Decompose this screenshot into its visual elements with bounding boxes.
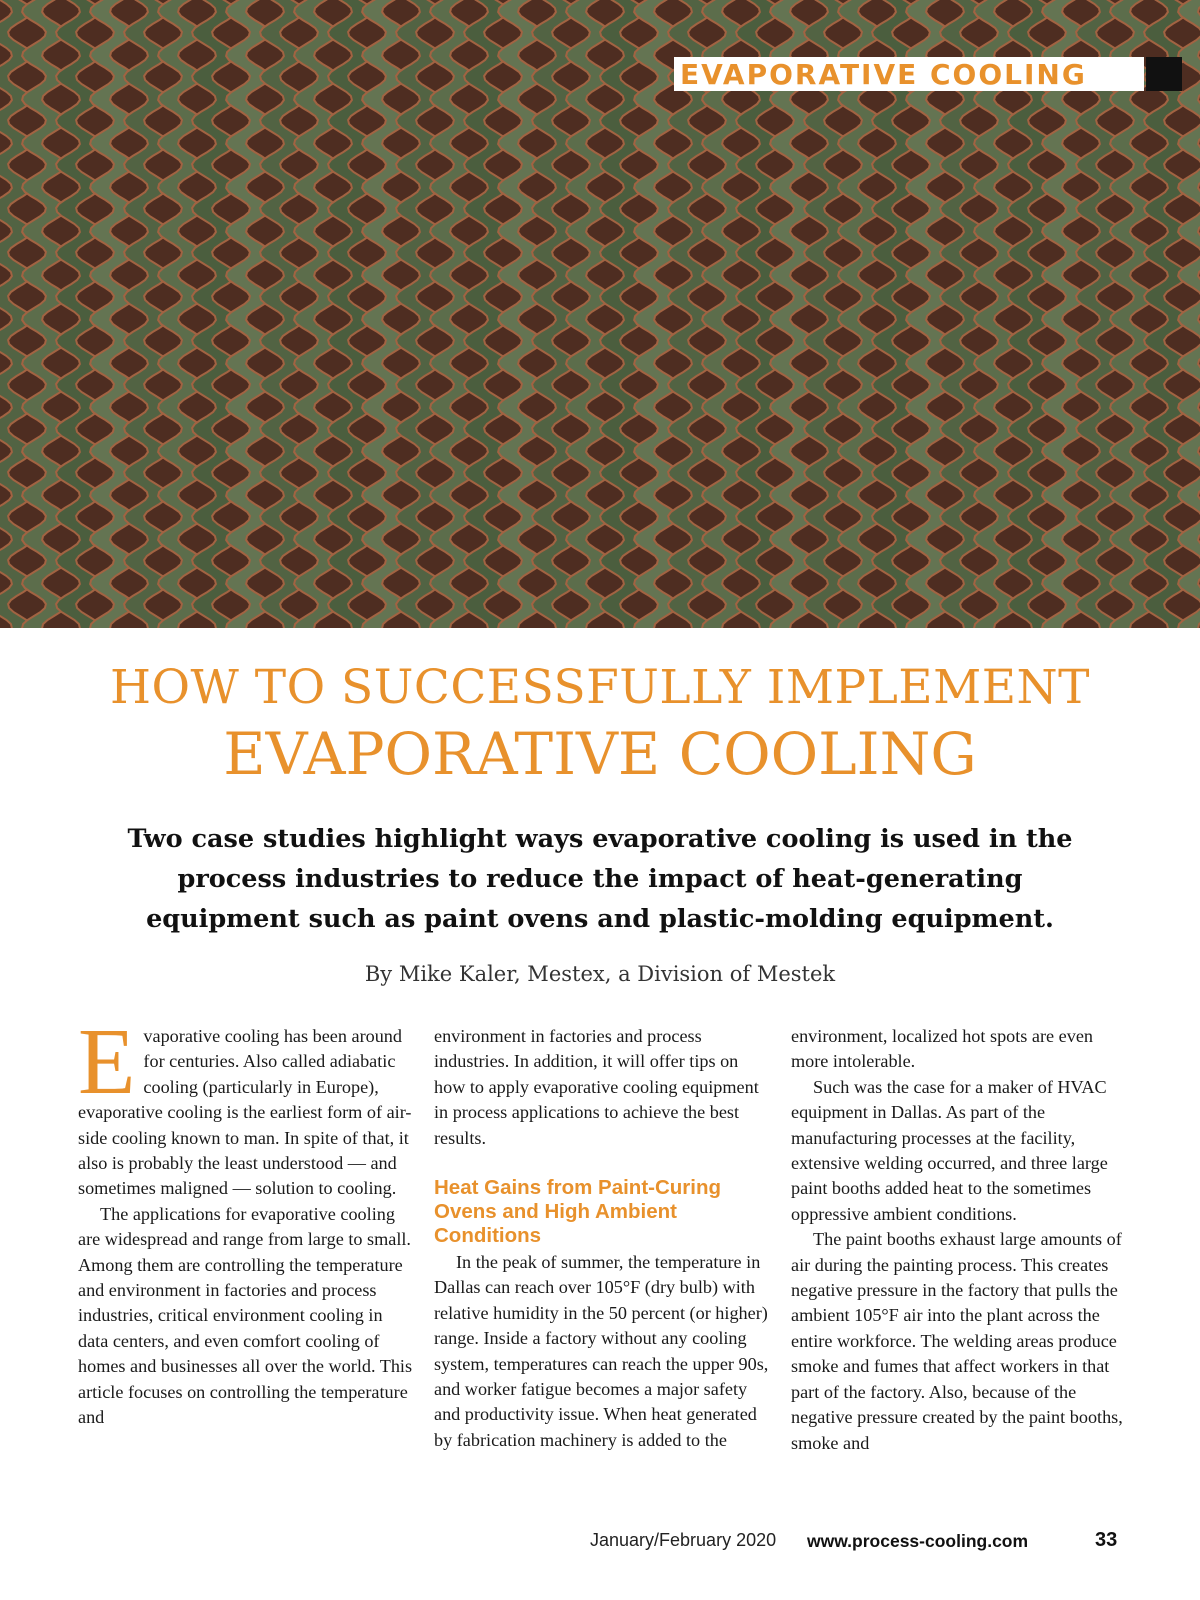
paragraph: In the peak of summer, the temperature in Dallas can reach over 105°F (dry bulb) with relative humidity in the 50 percent (or higher) range. Inside a factory without any cooling system, temperatures can reach the upper 90s, and worker fatigue becomes a major safety and productivity issue. When heat generated by fabrication machinery is added to the <box>434 1252 769 1450</box>
article-deck: Two case studies highlight ways evaporative cooling is used in the process industries to reduce the impact of heat-generating equipment such as paint ovens and plastic-molding equipment. <box>127 824 1073 934</box>
drop-cap: E <box>78 1010 136 1114</box>
body-column-3 <box>791 1024 1126 1456</box>
article-headline <box>0 660 1200 790</box>
section-subhead: Heat Gains from Paint-Curing Ovens and High Ambient Conditions <box>434 1176 722 1248</box>
headline-line-2: EVAPORATIVE COOLING <box>223 720 977 788</box>
paragraph-text: vaporative cooling has been around for centuries. Also called adiabatic cooling (particularly in Europe), evaporative cooling is the earliest form of air-side cooling known to man. In spite of that, it also is probably the least understood — and sometimes maligned — solution to cooling. <box>78 1026 412 1199</box>
paragraph: The paint booths exhaust large amounts of air during the painting process. This creates negative pressure in the factory that pulls the ambient 105°F air into the plant across the entire workforce. The welding areas produce smoke and fumes that affect workers in that part of the factory. Also, because of the negative pressure created by the paint booths, smoke and <box>791 1229 1123 1453</box>
section-tag-label: EVAPORATIVE COOLING <box>680 57 1087 91</box>
paragraph: Such was the case for a maker of HVAC equipment in Dallas. As part of the manufacturing processes at the facility, extensive welding occurred, and three large paint booths added heat to the sometimes oppressive ambient conditions. <box>791 1076 1108 1224</box>
body-column-1 <box>78 1010 413 1431</box>
cooling-media-image <box>0 0 1200 628</box>
paragraph: The applications for evaporative cooling are widespread and range from large to small. Among them are controlling the temperature and environment in factories and process industries, critical environment cooling in data centers, and even comfort cooling of homes and businesses all over the world. This article focuses on controlling the temperature and <box>78 1203 413 1428</box>
page-number: 33 <box>1095 1529 1118 1551</box>
paragraph <box>78 1010 413 1202</box>
headline-line-1: HOW TO SUCCESSFULLY IMPLEMENT <box>109 660 1091 715</box>
paragraph: environment in factories and process industries. In addition, it will offer tips on how to apply evaporative cooling equipment in process applications to achieve the best results. <box>434 1026 759 1148</box>
section-tag-bar <box>1146 57 1182 91</box>
byline: By Mike Kaler, Mestex, a Division of Mestek <box>364 962 836 986</box>
issue-date: January/February 2020 <box>590 1530 777 1550</box>
page-footer <box>0 1530 1200 1560</box>
hero-photo <box>0 0 1200 628</box>
body-column-2 <box>434 1024 769 1453</box>
section-tag <box>674 57 1144 91</box>
paragraph: environment, localized hot spots are even more intolerable. <box>791 1026 1094 1072</box>
website-link[interactable]: www.process-cooling.com <box>807 1531 1029 1551</box>
